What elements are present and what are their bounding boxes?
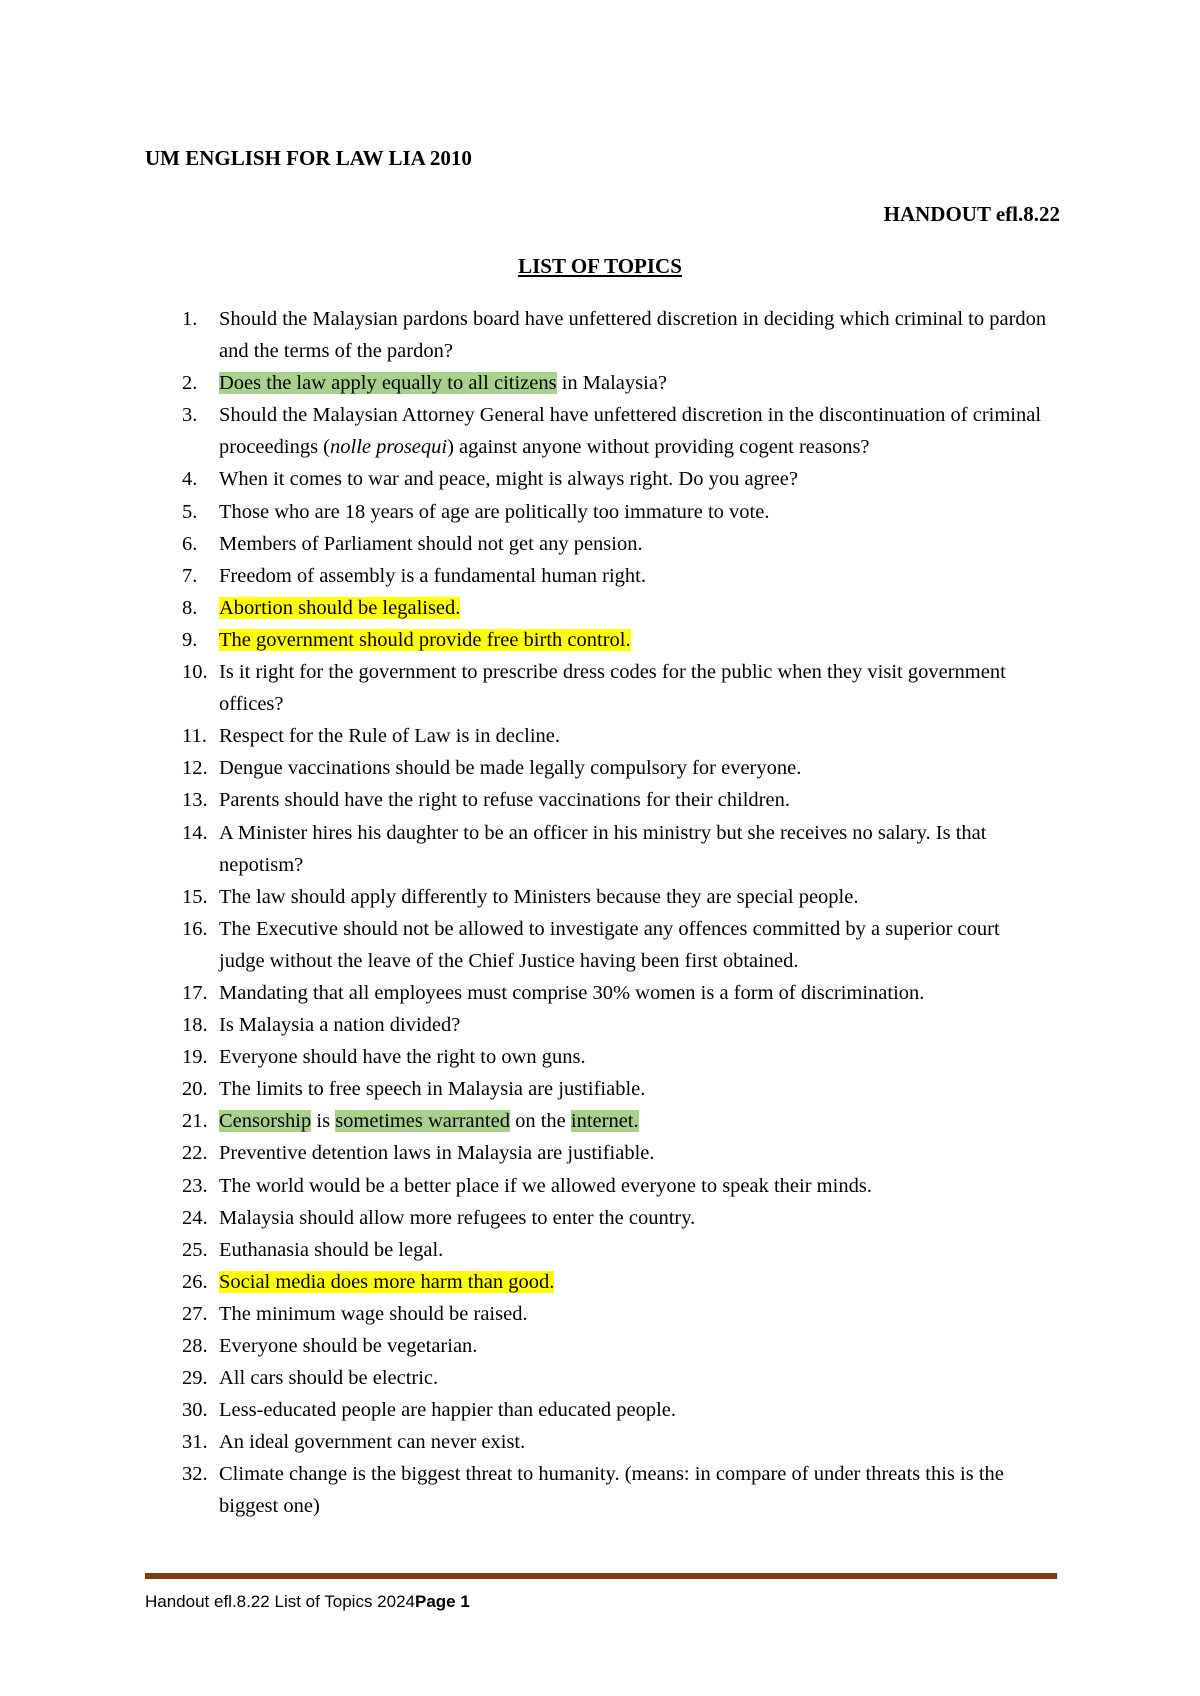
- topic-text: Freedom of assembly is a fundamental human right.: [219, 564, 646, 587]
- topic-item-26: [0, 1266, 1200, 1298]
- topic-text: Everyone should have the right to own guns.: [219, 1046, 586, 1069]
- topic-text: in Malaysia?: [556, 372, 668, 395]
- topic-text: Preventive detention laws in Malaysia are justifiable.: [219, 1142, 655, 1165]
- topic-number: 18.: [182, 1014, 208, 1037]
- topic-text-italic: nolle prosequi: [330, 436, 448, 459]
- topic-text-highlighted: internet.: [570, 1110, 639, 1133]
- topic-text: Less-educated people are happier than educated people.: [219, 1399, 677, 1422]
- topic-text: An ideal government can never exist.: [219, 1431, 526, 1454]
- topic-text: The limits to free speech in Malaysia are justifiable.: [219, 1078, 646, 1101]
- topic-item-15: [0, 881, 1200, 913]
- topic-text: Dengue vaccinations should be made legally compulsory for everyone.: [219, 757, 802, 780]
- topic-number: 20.: [182, 1078, 208, 1101]
- topic-number: 10.: [182, 661, 208, 684]
- topic-number: 3.: [182, 404, 198, 427]
- topic-list: [0, 303, 1200, 1523]
- topic-text-highlighted: The government should provide free birth control.: [219, 628, 631, 651]
- topic-item-7: [0, 560, 1200, 592]
- topic-text: Those who are 18 years of age are politically too immature to vote.: [219, 500, 770, 523]
- topic-item-20: [0, 1073, 1200, 1105]
- topic-text: Parents should have the right to refuse vaccinations for their children.: [219, 789, 790, 812]
- topic-number: 16.: [182, 917, 208, 940]
- topic-number: 28.: [182, 1335, 208, 1357]
- topic-number: 31.: [182, 1431, 208, 1454]
- topic-item-13: [0, 784, 1200, 816]
- topic-item-24: [0, 1202, 1200, 1234]
- list-heading: LIST OF TOPICS: [518, 254, 682, 278]
- topic-number: 5.: [182, 500, 198, 523]
- topic-text: Respect for the Rule of Law is in decline.: [219, 725, 560, 748]
- topic-number: 1.: [182, 308, 198, 330]
- topic-number: 27.: [182, 1302, 208, 1325]
- topic-item-12: [0, 752, 1200, 784]
- topic-number: 8.: [182, 596, 198, 619]
- topic-text: Malaysia should allow more refugees to enter the country.: [219, 1206, 696, 1229]
- topic-number: 4.: [182, 468, 198, 491]
- topic-text: When it comes to war and peace, might is always right. Do you agree?: [219, 468, 798, 491]
- topic-item-23: [0, 1170, 1200, 1202]
- topic-item-31: [0, 1426, 1200, 1458]
- topic-text: A Minister hires his daughter to be an officer in his ministry but she receives no salary. Is that nepotism?: [219, 821, 987, 876]
- topic-number: 12.: [182, 757, 208, 780]
- footer-label: Handout efl.8.22 List of Topics 2024: [145, 1592, 415, 1611]
- topic-item-22: [0, 1137, 1200, 1169]
- footer-page-number: Page 1: [414, 1592, 470, 1611]
- topic-item-18: [0, 1009, 1200, 1041]
- topic-text: Everyone should be vegetarian.: [219, 1335, 478, 1357]
- topic-item-9: [0, 624, 1200, 656]
- topic-text-highlighted: sometimes warranted: [335, 1110, 510, 1133]
- topic-number: 23.: [182, 1174, 208, 1197]
- topic-number: 25.: [182, 1238, 208, 1261]
- topic-text-highlighted: Does the law apply equally to all citizens: [219, 372, 557, 395]
- footer: [145, 1592, 470, 1612]
- topic-number: 24.: [182, 1206, 208, 1229]
- topic-text: The world would be a better place if we allowed everyone to speak their minds.: [219, 1174, 872, 1197]
- topic-text: Members of Parliament should not get any pension.: [219, 532, 643, 555]
- topic-number: 13.: [182, 789, 208, 812]
- topic-item-30: [0, 1394, 1200, 1426]
- topic-item-5: [0, 496, 1200, 528]
- course-title: UM ENGLISH FOR LAW LIA 2010: [145, 146, 472, 170]
- topic-item-19: [0, 1041, 1200, 1073]
- topic-text: Should the Malaysian pardons board have unfettered discretion in deciding which criminal to pardon and the terms of the pardon?: [219, 308, 1047, 363]
- topic-item-21: [0, 1105, 1200, 1137]
- topic-text-highlighted: Censorship: [219, 1110, 312, 1133]
- handout-code: HANDOUT efl.8.22: [883, 202, 1060, 226]
- topic-text: Climate change is the biggest threat to humanity. (means: in compare of under threats this is the biggest one): [219, 1463, 1004, 1518]
- topic-item-27: [0, 1298, 1200, 1330]
- topic-number: 2.: [182, 372, 198, 395]
- topic-text: Euthanasia should be legal.: [219, 1238, 444, 1261]
- topic-item-3: [0, 399, 1200, 463]
- topic-text: All cars should be electric.: [219, 1367, 439, 1390]
- topic-text-highlighted: Abortion should be legalised.: [219, 596, 461, 619]
- topic-number: 29.: [182, 1367, 208, 1390]
- topic-item-2: [0, 367, 1200, 399]
- topic-number: 21.: [182, 1110, 208, 1133]
- topic-number: 11.: [182, 725, 207, 748]
- topic-item-17: [0, 977, 1200, 1009]
- topic-text: Mandating that all employees must comprise 30% women is a form of discrimination.: [219, 981, 925, 1004]
- topic-text: The law should apply differently to Ministers because they are special people.: [219, 885, 859, 908]
- topic-item-32: [0, 1458, 1200, 1522]
- topic-text: Is it right for the government to prescribe dress codes for the public when they visit government offices?: [219, 661, 1006, 716]
- topic-item-1: [0, 303, 1200, 367]
- topic-number: 15.: [182, 885, 208, 908]
- topic-text: on the: [509, 1110, 571, 1133]
- topic-text: The Executive should not be allowed to investigate any offences committed by a superior court judge without the leave of the Chief Justice having been first obtained.: [219, 917, 1000, 972]
- topic-number: 7.: [182, 564, 198, 587]
- footer-rule: [145, 1573, 1057, 1579]
- topic-text: Should the Malaysian Attorney General have unfettered discretion in the discontinuation of criminal proceedings (: [219, 404, 1042, 459]
- topic-item-28: [0, 1330, 1200, 1362]
- topic-item-16: [0, 913, 1200, 977]
- topic-item-11: [0, 720, 1200, 752]
- topic-text-highlighted: Social media does more harm than good.: [219, 1270, 555, 1293]
- topic-text: Is Malaysia a nation divided?: [219, 1014, 461, 1037]
- topic-item-4: [0, 463, 1200, 495]
- topic-number: 9.: [182, 628, 198, 651]
- topic-item-14: [0, 817, 1200, 881]
- topic-text: ) against anyone without providing cogent reasons?: [447, 436, 870, 459]
- topic-number: 14.: [182, 821, 208, 844]
- topic-number: 17.: [182, 981, 208, 1004]
- topic-item-29: [0, 1362, 1200, 1394]
- topic-number: 6.: [182, 532, 198, 555]
- topic-number: 32.: [182, 1463, 208, 1486]
- topic-number: 22.: [182, 1142, 208, 1165]
- topic-number: 26.: [182, 1270, 208, 1293]
- topic-text: The minimum wage should be raised.: [219, 1302, 528, 1325]
- topic-number: 19.: [182, 1046, 208, 1069]
- topic-item-6: [0, 528, 1200, 560]
- topic-number: 30.: [182, 1399, 208, 1422]
- topic-item-25: [0, 1234, 1200, 1266]
- topic-text: is: [311, 1110, 336, 1133]
- topic-item-8: [0, 592, 1200, 624]
- topic-item-10: [0, 656, 1200, 720]
